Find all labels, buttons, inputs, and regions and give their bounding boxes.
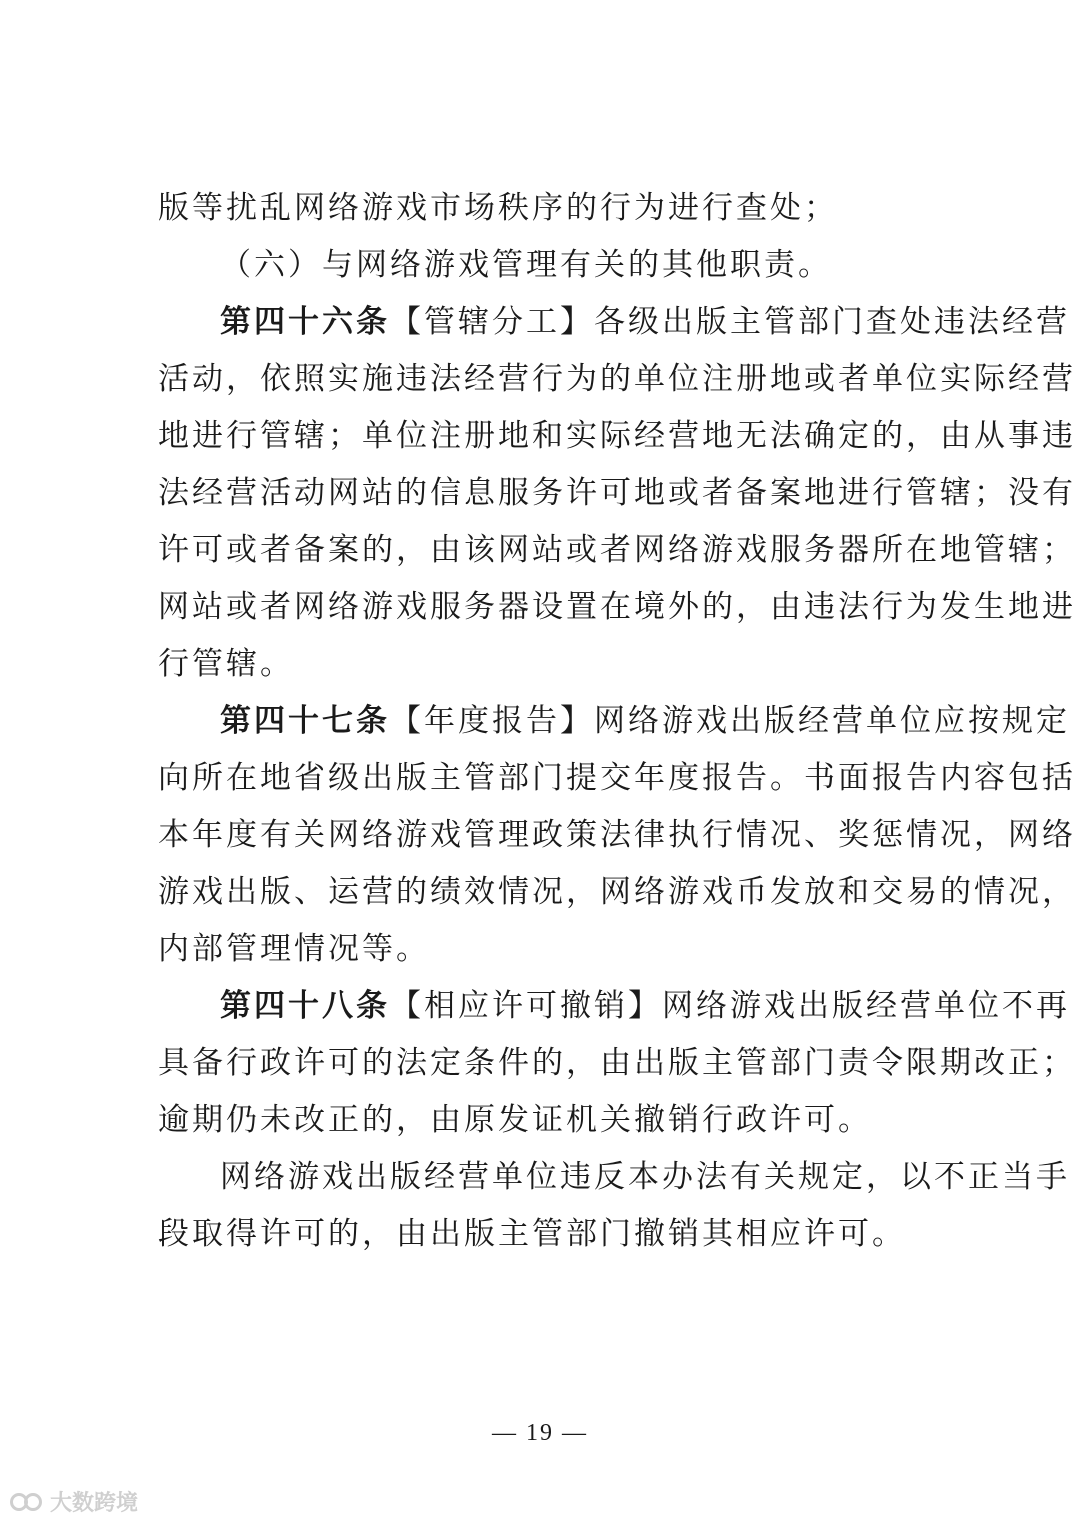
text-line: 段取得许可的，由出版主管部门撤销其相应许可。: [158, 1216, 906, 1252]
text-line: 地进行管辖；单位注册地和实际经营地无法确定的，由从事违: [158, 418, 1076, 454]
article-number: 第四十六条: [220, 304, 390, 340]
article-number: 第四十八条: [220, 988, 390, 1024]
body-text: [158, 180, 1076, 1263]
text-line: 游戏出版、运营的绩效情况，网络游戏币发放和交易的情况，: [158, 874, 1076, 910]
text-line: 网站或者网络游戏服务器设置在境外的，由违法行为发生地进: [158, 589, 1076, 625]
watermark-logo-icon: [10, 1491, 44, 1513]
text-line: 向所在地省级出版主管部门提交年度报告。书面报告内容包括: [158, 760, 1076, 796]
text-block: [158, 180, 1076, 1263]
text-line: 网络游戏出版经营单位违反本办法有关规定，以不正当手: [220, 1159, 1070, 1195]
watermark: [10, 1486, 138, 1517]
text-line: 法经营活动网站的信息服务许可地或者备案地进行管辖；没有: [158, 475, 1076, 511]
text-line: 本年度有关网络游戏管理政策法律执行情况、奖惩情况，网络: [158, 817, 1076, 853]
text-line: 许可或者备案的，由该网站或者网络游戏服务器所在地管辖；: [158, 532, 1076, 568]
article-text: 【管辖分工】各级出版主管部门查处违法经营: [390, 304, 1070, 340]
article-text: 【相应许可撤销】网络游戏出版经营单位不再: [390, 988, 1070, 1024]
text-line: 行管辖。: [158, 646, 294, 682]
watermark-text: 大数跨境: [50, 1491, 139, 1516]
text-line: 内部管理情况等。: [158, 931, 430, 967]
text-line: 具备行政许可的法定条件的，由出版主管部门责令限期改正；: [158, 1045, 1076, 1081]
text-line: 活动，依照实施违法经营行为的单位注册地或者单位实际经营: [158, 361, 1076, 397]
article-48-heading-line: [158, 978, 1070, 1035]
page-number: — 19 —: [492, 1420, 588, 1446]
article-47-heading-line: [158, 693, 1070, 750]
text-line: 版等扰乱网络游戏市场秩序的行为进行查处；: [158, 190, 838, 226]
article-46-heading-line: [158, 294, 1070, 351]
article-number: 第四十七条: [220, 703, 390, 739]
article-text: 【年度报告】网络游戏出版经营单位应按规定: [390, 703, 1070, 739]
text-line: （六）与网络游戏管理有关的其他职责。: [220, 247, 832, 283]
text-line: 逾期仍未改正的，由原发证机关撤销行政许可。: [158, 1102, 872, 1138]
